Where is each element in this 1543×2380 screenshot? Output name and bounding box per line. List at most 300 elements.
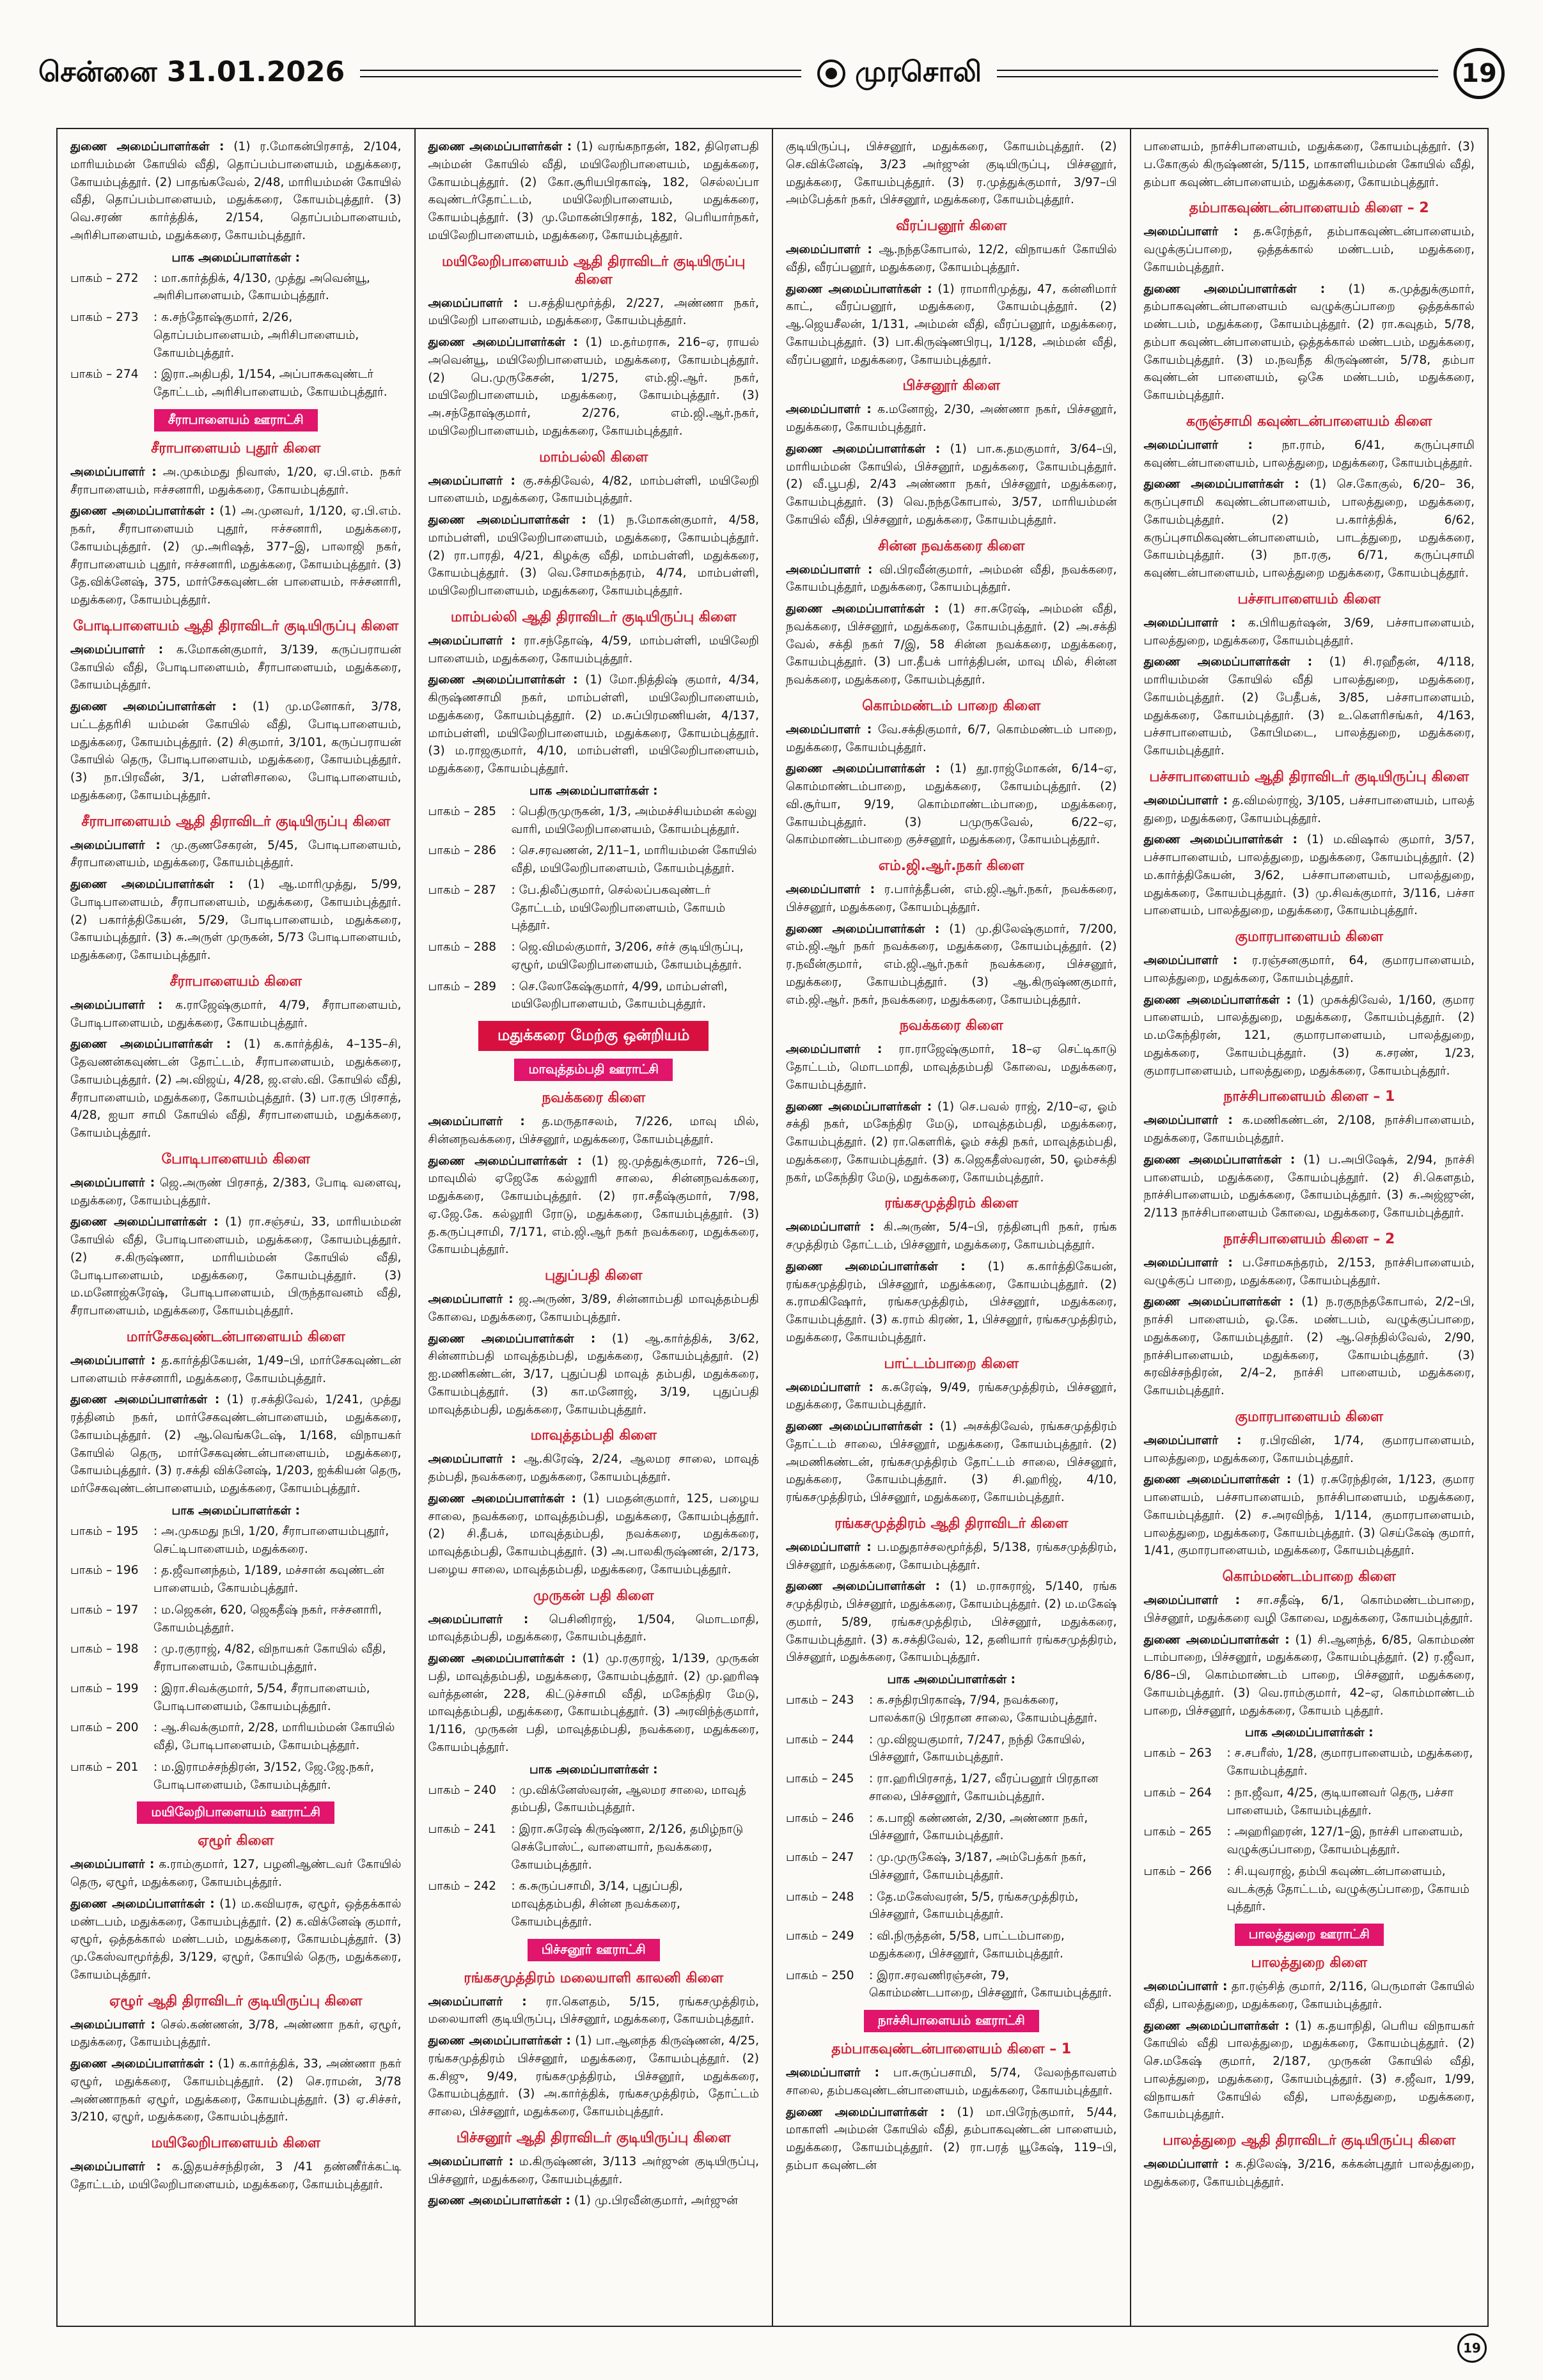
member-paragraph	[428, 295, 760, 331]
member-paragraph	[70, 1391, 402, 1498]
member-details: ஆ.கிரேஷ், 2/24, ஆலமர சாலை, மாவுத் தம்பதி, நவக்கரை, மதுக்கரை, கோயம்புத்தூர்.	[428, 1452, 759, 1484]
member-details: (1) அசக்திவேல், ரங்கசமுத்திரம் தோட்டம் சாலை, பிச்சனூர், மதுக்கரை, கோயம்புத்தூர். (2) அமணிகண்டன், ரங்கசமுத்திரம் தோட்டம் சாலை, பிச்சனூர், மதுக்கரை, கோயம்புத்தூர். (3) சி.ஹரிஜ், 4/10, ரங்கசமுத்திரம், பிச்சனூர், மதுக்கரை, கோயம்புத்தூர்.	[786, 1420, 1117, 1504]
branch-heading: மாம்பல்லி கிளை	[539, 449, 648, 465]
member-details: (1) ர.சுரேந்திரன், 1/123, குமார பாளையம், பச்சாபாளையம், நாச்சிபாளையம், மதுக்கரை, கோயம்புத்தூர். (2) ச.அரவிந்த், 1/114, குமாரபாளையம், பாலத்துறை, மதுக்கரை, கோயம்புத்தூர். (3) செய்கேஷ் குமார், 1/41, குமாரபாளையம், மதுக்கரை, கோயம்புத்தூர்.	[1143, 1473, 1475, 1558]
booth-detail: : க.சந்திரபிரகாஷ், 7/94, நவக்கரை, பாலக்காடு பிரதான சாலை, கோயம்புத்தூர்.	[869, 1693, 1098, 1725]
branch-heading: தம்பாகவுண்டன்பாளையம் கிளை – 1	[831, 2041, 1072, 2057]
role-label: துணை அமைப்பாளர்கள் :	[786, 762, 941, 776]
member-details: க.இதயச்சந்திரன், 3 /41 தண்ணீர்க்கட்டி தோட்டம், மயிலேறிபாளையம், மதுக்கரை, கோயம்புத்தூர்.	[70, 2160, 402, 2191]
booth-row	[70, 1523, 402, 1559]
section-banner	[70, 1801, 402, 1824]
booth-row	[70, 1719, 402, 1755]
branch-heading: ரங்கசமுத்திரம் கிளை	[884, 1195, 1019, 1212]
member-details: க.சுரேஷ், 9/49, ரங்கசமுத்திரம், பிச்சனூர், மதுக்கரை, கோயம்புத்தூர்.	[786, 1380, 1117, 1412]
member-paragraph	[786, 721, 1117, 757]
member-details: ர.பிரவின், 1/74, குமாரபாளையம், பாலத்துறை, மதுக்கரை, கோயம்புத்தூர்.	[1143, 1433, 1475, 1465]
section-banner-label: பிச்சனூர் ஊராட்சி	[528, 1939, 660, 1961]
section-banner	[1144, 1924, 1475, 1946]
branch-heading: புதுப்பதி கிளை	[544, 1268, 643, 1284]
role-label: துணை அமைப்பாளர்கள் :	[70, 1215, 219, 1229]
member-details: (1) க.கார்த்திகேயன், ரங்கசமுத்திரம், பிச்சனூர், மதுக்கரை, கோயம்புத்தூர். (2) க.ராமகிஷோர், ரங்கசமுத்திரம், பிச்சனூர், மதுக்கரை, கோயம்புத்தூர். (3) க.ராம் கிரண், 1, பிச்சனூர், ரங்கசமுத்திரம், மதுக்கரை, கோயம்புத்தூர்.	[786, 1259, 1117, 1344]
member-details: (1) ம.கவியரசு, ஏழூர், ஒத்தக்கால் மண்டபம், மதுக்கரை, கோயம்புத்தூர். (2) க.விக்னேஷ் குமார், ஏழூர், ஒத்தக்கால் மண்டபம், மதுக்கரை, கோயம்புத்தூர். (3) மு.கேஸ்வாமூர்த்தி, 3/129, ஏழூர், கோயில் தெரு, மதுக்கரை, கோயம்புத்தூர்.	[70, 1897, 402, 1982]
role-label: துணை அமைப்பாளர்கள் :	[70, 1393, 220, 1407]
member-details: வே.சக்திகுமார், 6/7, கொம்மண்டம் பாறை, மதுக்கரை, கோயம்புத்தூர்.	[786, 722, 1117, 754]
booth-detail: : பெதிருமுருகன், 1/3, அம்மச்சியம்மன் கல்லு வாரி, மயிலேறிபாளையம், கோயம்புத்தூர்.	[511, 804, 757, 836]
role-label: அமைப்பாளர் :	[70, 642, 164, 657]
role-label: துணை அமைப்பாளர்கள் :	[786, 1420, 934, 1433]
member-details: (1) ம.ராசுராஜ், 5/140, ரங்க சமுத்திரம், பிச்சனூர், மதுக்கரை, கோயம்புத்தூர். (2) ம.மகேஷ் குமார், 5/89, ரங்கசமுத்திரம், பிச்சனூர், மதுக்கரை, கோயம்புத்தூர். (3) க.சக்திவேல், 12, தனியார் ரங்கசமுத்திரம், பிச்சனூர், மதுக்கரை, கோயம்புத்தூர்.	[786, 1580, 1117, 1665]
branch-heading: பச்சாபாளையம் கிளை	[1237, 591, 1381, 607]
subheading: பாக அமைப்பாளர்கள் :	[171, 1504, 301, 1518]
member-paragraph	[70, 1856, 402, 1892]
branch-heading: ரங்கசமுத்திரம் ஆதி திராவிடர் கிளை	[834, 1515, 1069, 1532]
booth-number: பாகம் – 285	[428, 804, 496, 818]
role-label: அமைப்பாளர் :	[1143, 954, 1238, 967]
member-paragraph	[1144, 1151, 1475, 1222]
member-details: (1) ந.மோகன்குமார், 4/58, மாம்பள்ளி, மயிலேறிபாளையம், மதுக்கரை, கோயம்புத்தூர். (2) ரா.பாரதி, 4/21, கிழக்கு வீதி, மாம்பள்ளி, மதுக்கரை, கோயம்புத்தூர். (3) வெ.சோமசுந்தரம், 4/74, மாம்பள்ளி, மயிலேறிபாளையம், மதுக்கரை, கோயம்புத்தூர்.	[428, 513, 759, 598]
member-paragraph	[786, 1098, 1117, 1187]
branch-heading: சீராபாளையம் ஆதி திராவிடர் குடியிருப்பு கிளை	[81, 813, 391, 830]
role-label: துணை அமைப்பாளர்கள் :	[428, 1332, 596, 1346]
member-details: க.மோகன்குமார், 3/139, கருப்பராயன் கோயில் வீதி, போடிபாளையம், சீராபாளையம், மதுக்கரை, கோயம்புத்தூர்.	[70, 642, 402, 692]
booth-row	[70, 366, 402, 401]
booth-detail: : க.சுருப்பசாமி, 3/14, புதுப்பதி, மாவுத்தம்பதி, சின்ன நவக்கரை, கோயம்புத்தூர்.	[511, 1879, 683, 1929]
role-label: அமைப்பாளர் :	[1143, 1594, 1241, 1607]
subheading: பாக அமைப்பாளர்கள் :	[887, 1673, 1016, 1686]
member-paragraph	[1144, 476, 1475, 582]
booth-detail: : ஆ.சிவக்குமார், 2/28, மாரியம்மன் கோயில் வீதி, போடிபாளையம், கோயம்புத்தூர்.	[153, 1721, 395, 1752]
subheading: பாக அமைப்பாளர்கள் :	[171, 251, 301, 265]
member-details: சா.சதீஷ், 6/1, கொம்மண்டம்பாறை, பிச்சனூர், மதுக்கரை வழி கோவை, மதுக்கரை, கோயம்புத்தூர்.	[1143, 1594, 1475, 1625]
role-label: துணை அமைப்பாளர்கள் :	[1143, 1633, 1290, 1647]
role-label: அமைப்பாளர் :	[428, 1452, 516, 1466]
member-details: (1) செ.கோகுல், 6/20– 36, கருப்புசாமி கவுண்டன்பாளையம், பாலத்துறை, மதுக்கரை, கோயம்புத்தூர். (2) ப.கார்த்திக், 6/62, கருப்புசாமிகவுண்டன்பாளையம், பாடத்துறை, மதுக்கரை, கோயம்புத்தூர். (3) நா.ரகு, 6/71, கருப்புசாமி கவுண்டன்பாளையம், பாலத்துறை மதுக்கரை, கோயம்புத்தூர்.	[1143, 478, 1475, 580]
booth-row	[428, 1878, 760, 1931]
booth-row	[70, 1680, 402, 1716]
member-details: (1) பமதன்குமார், 125, பழைய சாலை, நவக்கரை, மாவுத்தம்பதி, மதுக்கரை, கோயம்புத்தூர். (2) சி.தீபக், மாவுத்தம்பதி, நவக்கரை, மதுக்கரை, மாவுத்தம்பதி, கோயம்புத்தூர். (3) அ.பாலகிருஷ்ணன், 2/173, பழைய சாலை, மாவுத்தம்பதி, மதுக்கரை, கோயம்புத்தூர்.	[428, 1491, 759, 1576]
booth-number: பாகம் – 198	[70, 1642, 139, 1656]
role-label: அமைப்பாளர் :	[786, 1220, 875, 1234]
booth-row	[428, 938, 760, 974]
branch-heading: மாம்பல்லி ஆதி திராவிடர் குடியிருப்பு கிளை	[450, 609, 737, 625]
column-3	[773, 129, 1131, 2326]
role-label: அமைப்பாளர் :	[1143, 1433, 1242, 1447]
branch-heading: கொம்மண்டம் பாறை கிளை	[862, 697, 1041, 714]
booth-number: பாகம் – 240	[428, 1783, 496, 1797]
member-details: ப.சத்தியமூர்த்தி, 2/227, அண்ணா நகர், மயிலேறி பாளையம், மதுக்கரை, கோயம்புத்தூர்.	[428, 296, 759, 328]
member-details: (1) ம.தர்மராசு, 216–ஏ, ராயல் அவென்யூ, மயிலேறிபாளையம், மதுக்கரை, கோயம்புத்தூர். (2) பெ.முருகேசன், 1/275, எம்.ஜி.ஆர். நகர், மயிலேறிபாளையம், மதுக்கரை, கோயம்புத்தூர். (3) அ.சந்தோஷ்குமார், 2/276, எம்.ஜி.ஆர்.நகர், மயிலேறிபாளையம், மதுக்கரை, கோயம்புத்தூர்.	[428, 336, 759, 438]
booth-detail: : செ.சரவணன், 2/11–1, மாரியம்மன் கோயில் வீதி, மயிலேறிபாளையம், கோயம்புத்தூர்.	[511, 844, 757, 875]
member-details: (1) மு.ரகுராஜ், 1/139, முருகன் பதி, மாவுத்தம்பதி, மதுக்கரை, கோயம்புத்தூர். (2) மு.ஹரிஷ வர்த்தனன், 228, கிட்டுச்சாமி வீதி, மகேந்திர மேடு, மாவுத்தம்பதி, மதுக்கரை, கோயம்புத்தூர். (3) அரவிந்த்குமார், 1/116, முருகன் பதி, மாவுத்தம்பதி, நவக்கரை, மதுக்கரை, கோயம்புத்தூர்.	[428, 1652, 759, 1754]
role-label: துணை அமைப்பாளர்கள் :	[70, 1897, 215, 1911]
role-label: அமைப்பாளர் :	[786, 403, 872, 417]
member-paragraph	[70, 502, 402, 609]
booth-number: பாகம் – 242	[428, 1879, 496, 1894]
booth-number: பாகம் – 241	[428, 1823, 496, 1836]
member-details: (1) ஆ.கார்த்திக், 3/62, சின்னாம்பதி மாவுத்தம்பதி, மதுக்கரை, கோயம்புத்தூர். (2) ஐ.மணிகண்டன், 3/17, புதுப்பதி மாவுத் தம்பதி, மதுக்கரை, கோயம்புத்தூர். (3) கா.மனோஜ், 3/19, புதுப்பதி மாவுத்தம்பதி, மதுக்கரை, கோயம்புத்தூர்.	[428, 1332, 759, 1417]
branch-heading: ஏழூர் கிளை	[198, 1833, 274, 1849]
member-paragraph	[428, 334, 760, 440]
branch-heading: ரங்கசமுத்திரம் மலையாளி காலனி கிளை	[464, 1970, 724, 1986]
booth-row	[786, 1770, 1117, 1806]
member-paragraph	[786, 138, 1117, 209]
member-paragraph	[428, 1291, 760, 1326]
member-paragraph	[786, 921, 1117, 1009]
section-banner-label: நாச்சிபாளையம் ஊராட்சி	[864, 2010, 1039, 2032]
role-label: அமைப்பாளர் :	[786, 2066, 880, 2080]
member-paragraph	[1144, 138, 1475, 191]
role-label: துணை அமைப்பாளர்கள் :	[428, 1154, 583, 1168]
booth-number: பாகம் – 201	[70, 1760, 139, 1774]
booth-detail: : ஜெ.விமல்குமார், 3/206, சர்ச் குடியிருப்பு, ஏழூர், மயிலேறிபாளையம், கோயம்புத்தூர்.	[511, 940, 744, 972]
member-paragraph	[1144, 992, 1475, 1080]
member-details: (1) செ.பவல் ராஜ், 2/10–ஏ, ஓம் சக்தி நகர், மகேந்திர மேடு, மாவுத்தம்பதி, மதுக்கரை, கோயம்புத்தூர். (2) ரா.கௌரிக், ஓம் சக்தி நகர், மாவுத்தம்பதி, மதுக்கரை, கோயம்புத்தூர். (3) க.ஜெகதீஸ்வரன், 50, ஓம்சக்தி நகர், மகேந்திர மேடு, மதுக்கரை, கோயம்புத்தூர்.	[786, 1100, 1117, 1185]
masthead-rule	[997, 70, 1438, 77]
member-details: (1) வரங்கநாதன், 182, திரௌபதி அம்மன் கோயில் வீதி, மயிலேறிபாளையம், மதுக்கரை, கோயம்புத்தூர். (2) கோ.சூரியபிரகாஷ், 182, செல்லப்பா கவுண்டர்தோட்டம், மயிலேறிபாளையம், மதுக்கரை, கோயம்புத்தூர். (3) மு.மோகன்பிரசாத், 182, பெரியார்நகர், மயிலேறிபாளையம், மதுக்கரை, கோயம்புத்தூர்.	[428, 140, 759, 242]
branch-heading: முருகன் பதி கிளை	[533, 1587, 654, 1604]
role-label: துணை அமைப்பாளர்கள் :	[786, 1259, 966, 1273]
role-label: அமைப்பாளர் :	[1143, 438, 1253, 452]
booth-detail: : பே.திலீப்குமார், செல்லப்பகவுண்டர் தோட்டம், மயிலேறிபாளையம், கோயம் புத்தூர்.	[511, 883, 726, 933]
branch-heading: குமாரபாளையம் கிளை	[1235, 929, 1383, 945]
member-details: வி.பிரவீன்குமார், அம்மன் வீதி, நவக்கரை, கோயம்புத்தூர், மதுக்கரை, கோயம்புத்தூர்.	[786, 563, 1117, 595]
member-details: ஜ.அருண், 3/89, சின்னாம்பதி மாவுத்தம்பதி கோவை, மதுக்கரை, கோயம்புத்தூர்.	[428, 1293, 759, 1324]
member-paragraph	[1144, 831, 1475, 920]
booth-number: பாகம் – 265	[1143, 1825, 1212, 1839]
member-paragraph	[786, 561, 1117, 597]
booth-detail: : இரா.சுரேஷ் கிருஷ்ணா, 2/126, தமிழ்நாடு செக்போஸ்ட், வாளையார், நவக்கரை, கோயம்புத்தூர்.	[511, 1823, 744, 1872]
booth-row	[428, 978, 760, 1014]
member-details: (1) மு.பிரவீன்குமார், அர்ஜுன்	[574, 2194, 738, 2208]
member-paragraph	[428, 2153, 760, 2189]
member-paragraph	[786, 1578, 1117, 1667]
member-paragraph	[786, 760, 1117, 849]
member-paragraph	[1144, 2018, 1475, 2124]
booth-detail: : மு.முருகேஷ், 3/187, அம்பேத்கர் நகர், பிச்சனூர், கோயம்புத்தூர்.	[869, 1851, 1086, 1882]
booth-detail: : ரா.ஹரிபிரசாத், 1/27, வீரப்பனூர் பிரதான சாலை, பிச்சனூர், கோயம்புத்தூர்.	[869, 1772, 1099, 1803]
member-paragraph	[786, 2064, 1117, 2100]
role-label: அமைப்பாளர் :	[428, 1612, 529, 1626]
branch-heading: மயிலேறிபாளையம் ஆதி திராவிடர் குடியிருப்பு கிளை	[441, 253, 746, 288]
member-paragraph	[428, 472, 760, 508]
role-label: அமைப்பாளர் :	[428, 2154, 513, 2168]
member-paragraph	[1144, 1112, 1475, 1147]
role-label: அமைப்பாளர் :	[428, 1293, 513, 1306]
page-number-badge: 19	[1453, 48, 1505, 99]
booth-detail: : மு.ரகுராஜ், 4/82, விநாயகர் கோயில் வீதி, சீராபாளையம், கோயம்புத்தூர்.	[153, 1642, 386, 1674]
member-paragraph	[70, 1174, 402, 1210]
booth-detail: : இரா.சிவக்குமார், 5/54, சீராபாளையம், போடிபாளையம், கோயம்புத்தூர்.	[153, 1681, 370, 1713]
member-paragraph	[1144, 2156, 1475, 2191]
booth-number: பாகம் – 266	[1143, 1864, 1212, 1878]
member-paragraph	[1144, 437, 1475, 472]
booth-row	[70, 1759, 402, 1794]
booth-number: பாகம் – 263	[1143, 1746, 1212, 1761]
booth-detail: : தே.மகேஸ்வரன், 5/5, ரங்கசமுத்திரம், பிச்சனூர், கோயம்புத்தூர்.	[869, 1890, 1079, 1922]
booth-row	[428, 842, 760, 878]
role-label: அமைப்பாளர் :	[786, 243, 872, 256]
member-paragraph	[70, 997, 402, 1032]
role-label: அமைப்பாளர் :	[70, 1176, 155, 1190]
role-label: துணை அமைப்பாளர்கள் :	[1143, 1473, 1292, 1487]
booth-detail: : இரா.சரவணிரஞ்சன், 79, கொம்மண்டபாறை, பிச்சனூர், கோயம்புத்தூர்.	[869, 1968, 1112, 2000]
role-label: அமைப்பாளர் :	[70, 998, 163, 1012]
role-label: அமைப்பாளர் :	[70, 1858, 155, 1872]
role-label: துணை அமைப்பாளர்கள் :	[428, 513, 586, 527]
member-details: ஜெ.அருண் பிரசாத், 2/383, போடி வளைவு, மதுக்கரை, கோயம்புத்தூர்.	[70, 1176, 402, 1208]
booth-detail: : ச.சபரீஸ், 1/28, குமாரபாளையம், மதுக்கரை, கோயம்புத்தூர்.	[1226, 1746, 1473, 1778]
role-label: துணை அமைப்பாளர்கள் :	[1143, 282, 1326, 296]
member-paragraph	[428, 632, 760, 668]
branch-heading: பாலத்துறை கிளை	[1251, 1955, 1368, 1971]
member-details: (1) ரா.சஞ்சய், 33, மாரியம்மன் கோயில் வீதி, போடிபாளையம், மதுக்கரை, கோயம்புத்தூர். (2) ச.கிருஷ்ணா, மாரியம்மன் கோயில் வீதி, போடிபாளையம், மதுக்கரை, கோயம்புத்தூர். (3) ம.மனோஜ்சுரேஷ், போடிபாளையம், பிருந்தாவனம் வீதி, சீராபாளையம், மதுக்கரை, கோயம்புத்தூர்.	[70, 1215, 402, 1318]
member-details: ரா.கௌதம், 5/15, ரங்கசமுத்திரம், மலையாளி குடியிருப்பு, பிச்சனூர், மதுக்கரை, கோயம்புத்தூர்.	[428, 1995, 760, 2026]
role-label: துணை அமைப்பாளர்கள் :	[786, 2105, 945, 2119]
booth-row	[70, 1640, 402, 1676]
edition-date: சென்னை 31.01.2026	[38, 55, 345, 88]
booth-detail: : அஹரிஹரன், 127/1–இ, நாச்சி பாளையம், வழுக்குப்பாறை, கோயம்புத்தூர்.	[1226, 1825, 1463, 1856]
column-2	[416, 129, 774, 2326]
member-details: க.ராம்குமார், 127, பழனிஆண்டவர் கோயில் தெரு, ஏழூர், மதுக்கரை, கோயம்புத்தூர்.	[70, 1858, 402, 1889]
role-label: துணை அமைப்பாளர்கள் :	[70, 140, 224, 153]
member-paragraph	[428, 2192, 760, 2210]
role-label: துணை அமைப்பாளர்கள் :	[70, 2057, 214, 2071]
member-paragraph	[428, 2032, 760, 2121]
masthead	[38, 48, 1505, 99]
branch-heading: மாவுத்தம்பதி கிளை	[530, 1427, 657, 1444]
booth-row	[786, 1967, 1117, 2003]
member-details: த.விமல்ராஜ், 3/105, பச்சாபாளையம், பாலத் துறை, மதுக்கரை, கோயம்புத்தூர்.	[1143, 793, 1475, 825]
member-paragraph	[786, 241, 1117, 277]
booth-row	[428, 882, 760, 935]
member-details: (1) க.முத்துக்குமார், தம்பாகவுண்டன்பாளையம் வழுக்குப்பாறை ஒத்தக்கால் மண்டபம், மதுக்கரை, கோயம்புத்தூர். (2) ரா.கவுதம், 5/78, தம்பா கவுண்டன்பாளையம், ஒத்தக்கால் மண்டபம், மதுக்கரை, கோயம்புத்தூர். (3) ம.நவநீத கிருஷ்ணன், 5/78, தம்பா கவுண்டன் பாளையம், ஒகே மண்டபம், மதுக்கரை, கோயம்புத்தூர்.	[1143, 282, 1475, 402]
member-details: த.கார்த்திகேயன், 1/49–பி, மார்சேகவுண்டன் பாளையம் ஈச்சனாரி, மதுக்கரை, கோயம்புத்தூர்.	[70, 1353, 402, 1385]
role-label: துணை அமைப்பாளர்கள் :	[1143, 1153, 1296, 1167]
role-label: துணை அமைப்பாளர்கள் :	[428, 336, 578, 349]
member-paragraph	[786, 1379, 1117, 1415]
role-label: துணை அமைப்பாளர்கள் :	[786, 602, 939, 616]
booth-detail: : மு.விஜயகுமார், 7/247, நந்தி கோயில், பிச்சனூர், கோயம்புத்தூர்.	[869, 1732, 1085, 1764]
booth-number: பாகம் – 288	[428, 940, 496, 954]
booth-row	[70, 309, 402, 362]
member-paragraph	[70, 463, 402, 499]
member-details: (1) ஜ.முத்துக்குமார், 726–பி, மாவுமில் ஏஜேகே கல்லூரி சாலை, சின்னநவக்கரை, மதுக்கரை, கோயம்புத்தூர். (2) ரா.சதீஷ்குமார், 7/98, ஏ.ஜே.கே. கல்லூரி ரோடு, மதுக்கரை, கோயம்புத்தூர். (3) த.கருப்புசாமி, 7/171, எம்.ஜி.ஆர் நகர் நவக்கரை, மதுக்கரை, கோயம்புத்தூர்.	[428, 1154, 759, 1257]
member-details: (1) தூ.ராஜ்மோகன், 6/14–ஏ, கொம்மாண்டம்பாறை, மதுக்கரை, கோயம்புத்தூர். (2) வி.சூர்யா, 9/19, கொம்மாண்டம்பாறை, மதுக்கரை, கோயம்புத்தூர். (3) பமுருகவேல், 6/22–ஏ, கொம்மாண்டம்பாறை குச்சனூர், மதுக்கரை, கோயம்புத்தூர்.	[786, 762, 1117, 847]
member-details: (1) பா.ஆனந்த கிருஷ்ணன், 4/25, ரங்கசமுத்திரம் பிச்சனூர், மதுக்கரை, கோயம்புத்தூர். (2) க.சிஜு, 9/49, ரங்கசமுத்திரம், பிச்சனூர், மதுக்கரை, கோயம்புத்தூர். (3) அ.கார்த்திக், ரங்கசமுத்திரம், தோட்டம் சாலை, பிச்சனூர், மதுக்கரை, கோயம்புத்தூர்.	[428, 2034, 759, 2119]
booth-number: பாகம் – 199	[70, 1681, 139, 1695]
booth-row	[70, 1562, 402, 1598]
role-label: அமைப்பாளர் :	[428, 1995, 527, 2009]
role-label: துணை அமைப்பாளர்கள் :	[786, 282, 932, 296]
member-details: (1) ந.ரகுநந்தகோபால், 2/2–பி, நாச்சி பாளையம், ஓ.கே. மண்டபம், வழுக்குப்பாறை, மதுக்கரை, கோயம்புத்தூர். (2) ஆ.செந்தில்வேல், 2/90, நாச்சிபாளையம், மதுக்கரை, கோயம்புத்தூர். (3) சுரவிச்சந்திரன், 2/4–2, நாச்சி பாளையம், மதுக்கரை, கோயம்புத்தூர்.	[1143, 1295, 1475, 1397]
role-label: அமைப்பாளர் :	[1143, 2158, 1230, 2171]
member-details: பாளையம், நாச்சிபாளையம், மதுக்கரை, கோயம்புத்தூர். (3) ப.கோகுல் கிருஷ்ணன், 5/115, மாகாளியம்மன் கோயில் வீதி, தம்பா கவுண்டன்பாளையம், மதுக்கரை, கோயம்புத்தூர்.	[1143, 140, 1475, 189]
member-details: ம.கிருஷ்ணன், 3/113 அர்ஜுன் குடியிருப்பு, பிச்சனூர், மதுக்கரை, கோயம்புத்தூர்.	[428, 2154, 759, 2186]
subheading: பாக அமைப்பாளர்கள் :	[529, 1762, 658, 1777]
role-label: அமைப்பாளர் :	[1143, 1114, 1233, 1128]
booth-detail: : அ.முகமது நபி, 1/20, சீராபாளையம்புதூர், செட்டிபாளையம், மதுக்கரை.	[153, 1524, 389, 1556]
branch-heading: எம்.ஜி.ஆர்.நகர் கிளை	[878, 858, 1024, 874]
member-paragraph	[1144, 1432, 1475, 1468]
branch-heading: பச்சாபாளையம் ஆதி திராவிடர் குடியிருப்பு கிளை	[1149, 768, 1469, 785]
role-label: அமைப்பாளர் :	[1143, 1256, 1233, 1270]
role-label: துணை அமைப்பாளர்கள் :	[428, 673, 578, 687]
branch-heading: பாட்டம்பாறை கிளை	[884, 1355, 1019, 1372]
section-banner-label: மதுக்கரை மேற்கு ஒன்றியம்	[478, 1021, 709, 1051]
booth-row	[786, 1731, 1117, 1767]
member-paragraph	[428, 1330, 760, 1419]
role-label: துணை அமைப்பாளர்கள் :	[428, 1652, 576, 1665]
member-details: க.பிரியதர்ஷன், 3/69, பச்சாபாளையம், பாலத்துறை, மதுக்கரை, கோயம்புத்தூர்.	[1143, 616, 1475, 648]
role-label: துணை அமைப்பாளர்கள் :	[428, 140, 572, 153]
member-paragraph	[428, 1451, 760, 1486]
booth-row	[1144, 1745, 1475, 1780]
branch-heading: ஏழூர் ஆதி திராவிடர் குடியிருப்பு கிளை	[109, 1993, 363, 2009]
member-details: (1) க.கார்த்திக், 33, அண்ணா நகர் ஏழூர், மதுக்கரை, கோயம்புத்தூர். (2) செ.ராமன், 3/78 அண்ணாநகர் ஏழூர், மதுக்கரை, கோயம்புத்தூர். (3) ஏ.சிச்சர், 3/210, ஏழூர், மதுக்கரை, கோயம்புத்தூர்.	[70, 2057, 402, 2124]
member-details: தா.ரஞ்சித் குமார், 2/116, பெருமாள் கோயில் வீதி, பாலத்துறை, மதுக்கரை, கோயம்புத்தூர்.	[1143, 1980, 1475, 2011]
member-details: (1) சி.ரஹீதன், 4/118, மாரியம்மன் கோயில் வீதி பாலத்துறை, மதுக்கரை, கோயம்புத்தூர். (2) பேதீபக், 3/85, பச்சாபாளையம், மதுக்கரை, கோயம்புத்தூர். (3) உ.கௌரிசங்கர், 4/163, பச்சாபாளையம், கோபிமடை, பாலத்துறை, மதுக்கரை, கோயம்புத்தூர்.	[1143, 655, 1475, 758]
role-label: துணை அமைப்பாளர்கள் :	[70, 700, 237, 713]
member-paragraph	[786, 1041, 1117, 1094]
booth-detail: : ம.ஜெகன், 620, ஜெகதீஷ் நகர், ஈச்சனாரி, கோயம்புத்தூர்.	[153, 1603, 382, 1635]
column-4	[1131, 129, 1488, 2326]
member-paragraph	[786, 2104, 1117, 2175]
section-banner	[70, 409, 402, 432]
branch-heading: சீராபாளையம் கிளை	[169, 973, 302, 990]
branch-heading: வீரப்பனூர் கிளை	[896, 218, 1007, 234]
member-paragraph	[1144, 1978, 1475, 2014]
booth-row	[1144, 1823, 1475, 1859]
role-label: துணை அமைப்பாளர்கள் :	[786, 1580, 941, 1594]
member-paragraph	[428, 1490, 760, 1579]
booth-detail: : க.பாஜி கண்ணன், 2/30, அண்ணா நகர், பிச்சனூர், கோயம்புத்தூர்.	[869, 1811, 1088, 1843]
member-details: கி.அருண், 5/4–பி, ரத்தினபுரி நகர், ரங்க சமுத்திரம் தோட்டம், பிச்சனூர், மதுக்கரை, கோயம்புத்தூர்.	[786, 1220, 1117, 1252]
member-paragraph	[786, 1418, 1117, 1507]
member-paragraph	[428, 1153, 760, 1259]
member-details: க.திலேஷ், 3/216, கக்கன்புதூர் பாலத்துறை, மதுக்கரை, கோயம்புத்தூர்.	[1143, 2158, 1475, 2189]
booth-number: பாகம் – 197	[70, 1603, 139, 1617]
member-paragraph	[70, 2016, 402, 2052]
booth-number: பாகம் – 245	[786, 1772, 854, 1785]
role-label: அமைப்பாளர் :	[1143, 793, 1228, 807]
booth-row	[786, 1849, 1117, 1885]
member-paragraph	[1144, 792, 1475, 828]
role-label: துணை அமைப்பாளர்கள் :	[70, 1038, 231, 1052]
branch-heading: பிச்சனூர் ஆதி திராவிடர் குடியிருப்பு கிளை	[456, 2129, 731, 2146]
booth-number: பாகம் – 272	[70, 271, 139, 285]
booth-detail: : மா.கார்த்திக், 4/130, முத்து அவென்யூ, அரிசிபாளையம், கோயம்புத்தூர்.	[153, 271, 370, 303]
booth-row	[428, 803, 760, 839]
member-details: (1) மு.திலேஷ்குமார், 7/200, எம்.ஜி.ஆர் நகர் நவக்கரை, மதுக்கரை, கோயம்புத்தூர். (2) ர.நவீன்குமார், எம்.ஜி.ஆர்.நகர் நவக்கரை, பிச்சனூர், மதுக்கரை, கோயம்புத்தூர். (3) ஆ.கிருஷ்ணகுமார், எம்.ஜி.ஆர். நகர், நவக்கரை, மதுக்கரை, கோயம்புத்தூர்.	[786, 922, 1117, 1007]
branch-heading: கொம்மண்டம்பாறை கிளை	[1222, 1569, 1396, 1585]
member-details: ரா.சந்தோஷ், 4/59, மாம்பள்ளி, மயிலேறி பாளையம், மதுக்கரை, கோயம்புத்தூர்.	[428, 634, 759, 665]
member-details: (1) சா.சுரேஷ், அம்மன் வீதி, நவக்கரை, பிச்சனூர், மதுக்கரை, கோயம்புத்தூர். (2) அ.சக்தி வேல், சக்தி நகர் 7/இ, 58 சின்ன நவக்கரை, மதுக்கரை, கோயம்புத்தூர். (3) பா.தீபக் பார்த்திபன், மாவு மில், சின்ன நவக்கரை, மதுக்கரை, கோயம்புத்தூர்.	[786, 602, 1117, 687]
member-details: (1) முசுக்திவேல், 1/160, குமார பாளையம், பாலத்துறை, மதுக்கரை, கோயம்புத்தூர். (2) ம.மகேந்திரன், 121, குமாரபாளையம், பாலத்துறை, மதுக்கரை, கோயம்புத்தூர். (3) க.சரண், 1/23, குமாரபாளையம், பாலத்துறை, மதுக்கரை, கோயம்புத்தூர்.	[1143, 993, 1475, 1078]
section-banner-label: சீராபாளையம் ஊராட்சி	[154, 409, 318, 432]
role-label: அமைப்பாளர் :	[428, 296, 519, 310]
member-paragraph	[1144, 1471, 1475, 1560]
masthead-rule	[360, 70, 801, 77]
section-banner	[428, 1939, 760, 1961]
member-paragraph	[1144, 281, 1475, 405]
booth-row	[428, 1782, 760, 1817]
member-paragraph	[1144, 223, 1475, 276]
booth-number: பாகம் – 289	[428, 979, 496, 993]
member-details: (1) க.கார்த்திக், 4–135–சி, தேவணன்கவுண்டன் தோட்டம், சீராபாளையம், மதுக்கரை, கோயம்புத்தூர். (2) அ.விஜய், 4/28, ஜ.எஸ்.வி. கோயில் வீதி, சீராபாளையம், மதுக்கரை, கோயம்புத்தூர். (3) பா.ரகு பிரசாத், 4/28, ஐயா சாமி கோயில் வீதி, சீராபாளையம், மதுக்கரை, கோயம்புத்தூர்.	[70, 1038, 402, 1140]
member-paragraph	[70, 2055, 402, 2126]
role-label: துணை அமைப்பாளர்கள் :	[786, 442, 941, 456]
member-paragraph	[1144, 1631, 1475, 1720]
member-paragraph	[70, 641, 402, 694]
member-paragraph	[1144, 1293, 1475, 1400]
role-label: துணை அமைப்பாளர்கள் :	[1143, 993, 1291, 1007]
role-label: துணை அமைப்பாளர்கள் :	[1143, 478, 1299, 492]
booth-detail: : க.சந்தோஷ்குமார், 2/26, தொப்பம்பாளையம், அரிசிபாளையம், கோயம்புத்தூர்.	[153, 311, 359, 360]
role-label: துணை அமைப்பாளர்கள் :	[1143, 833, 1297, 847]
booth-row	[70, 1601, 402, 1637]
branch-heading: நவக்கரை கிளை	[899, 1018, 1003, 1034]
subheading: பாக அமைப்பாளர்கள் :	[529, 784, 658, 798]
booth-number: பாகம் – 249	[786, 1929, 854, 1943]
section-banner-label: மாவுத்தம்பதி ஊராட்சி	[514, 1059, 673, 1081]
subheading: பாக அமைப்பாளர்கள் :	[1244, 1726, 1374, 1740]
role-label: அமைப்பாளர் :	[786, 1380, 873, 1394]
member-details: (1) ப.அபிஷேக், 2/94, நாச்சி பாளையம், மதுக்கரை, கோயம்புத்தூர். (2) சி.கௌதம், நாச்சிபாளையம், மதுக்கரை, கோயம்புத்தூர். (3) சு.அஜ்ஜுன், 2/113 நாச்சிபாளையம் கோவை, மதுக்கரை, கோயம்புத்தூர்.	[1143, 1153, 1475, 1220]
branch-heading: குமாரபாளையம் கிளை	[1235, 1408, 1383, 1425]
member-details: அ.முகம்மது நிவாஸ், 1/20, ஏ.பி.எம். நகர் சீராபாளையம், ஈச்சனாரி, மதுக்கரை, கோயம்புத்தூர்.	[70, 465, 402, 497]
booth-number: பாகம் – 196	[70, 1564, 139, 1578]
member-paragraph	[786, 401, 1117, 437]
booth-number: பாகம் – 287	[428, 883, 496, 897]
member-paragraph	[428, 138, 760, 245]
role-label: அமைப்பாளர் :	[1143, 616, 1236, 630]
branch-heading: பிச்சனூர் கிளை	[902, 378, 1001, 394]
booth-row	[786, 1927, 1117, 1963]
booth-detail: : ம.இராமச்சந்திரன், 3/152, ஜே.ஜே.நகர், போடிபாளையம், கோயம்புத்தூர்.	[153, 1760, 374, 1792]
member-details: ஆ.நந்தகோபால், 12/2, விநாயகர் கோயில் வீதி, வீரப்பனூர், மதுக்கரை, கோயம்புத்தூர்.	[786, 243, 1117, 274]
member-details: ப.மதுதாச்சலமூர்த்தி, 5/138, ரங்கசமுத்திரம், பிச்சனூர், மதுக்கரை, கோயம்புத்தூர்.	[786, 1540, 1117, 1572]
branch-heading: மயிலேறிபாளையம் கிளை	[151, 2135, 321, 2151]
role-label: அமைப்பாளர் :	[428, 634, 516, 648]
booth-number: பாகம் – 200	[70, 1721, 139, 1735]
member-paragraph	[70, 1213, 402, 1320]
column-1	[58, 129, 416, 2326]
member-details: (1) ஆ.மாரிமுத்து, 5/99, போடிபாளையம், சீராபாளையம், மதுக்கரை, கோயம்புத்தூர். (2) பகார்த்திகேயன், 5/29, போடிபாளையம், மதுக்கரை, கோயம்புத்தூர். (3) சு.அருள் முருகன், 5/73 போடிபாளையம், மதுக்கரை, கோயம்புத்தூர்.	[70, 878, 402, 962]
role-label: அமைப்பாளர் :	[70, 838, 161, 852]
branch-heading: சின்ன நவக்கரை கிளை	[878, 538, 1025, 554]
section-banner	[428, 1021, 760, 1051]
role-label: அமைப்பாளர் :	[428, 1115, 525, 1128]
member-paragraph	[70, 1036, 402, 1142]
member-details: (1) மோ.நித்திஷ் குமார், 4/34, கிருஷ்ணசாமி நகர், மாம்பள்ளி, மயிலேறிபாளையம், மதுக்கரை, கோயம்புத்தூர். (2) ம.சுப்பிரமணியன், 4/137, மாம்பள்ளி, மயிலேறிபாளையம், மதுக்கரை, கோயம்புத்தூர். (3) ம.ராஜகுமார், 4/10, மாம்பள்ளி, மயிலேறிபாளையம், மதுக்கரை, கோயம்புத்தூர்.	[428, 673, 759, 775]
role-label: அமைப்பாளர் :	[1143, 225, 1239, 239]
role-label: அமைப்பாளர் :	[70, 2160, 161, 2174]
section-banner-label: பாலத்துறை ஊராட்சி	[1235, 1924, 1384, 1946]
branch-heading: நவக்கரை கிளை	[542, 1090, 646, 1106]
role-label: துணை அமைப்பாளர்கள் :	[786, 922, 940, 936]
role-label: துணை அமைப்பாளர்கள் :	[428, 1491, 576, 1505]
booth-detail: : மு.விக்னேஸ்வரன், ஆலமர சாலை, மாவுத் தம்பதி, கோயம்புத்தூர்.	[511, 1783, 746, 1815]
member-paragraph	[786, 600, 1117, 689]
member-paragraph	[70, 2158, 402, 2194]
booth-detail: : த.ஜீவானந்தம், 1/189, மச்சான் கவுண்டன் பாளையம், கோயம்புத்தூர்.	[153, 1564, 385, 1595]
newspaper-logo	[817, 56, 982, 92]
member-details: பா.சுருப்பசாமி, 5/74, வேலந்தாவளம் சாலை, தம்பகவுண்டன்பாளையம், மதுக்கரை, கோயம்புத்தூர்.	[786, 2066, 1117, 2097]
role-label: துணை அமைப்பாளர்கள் :	[428, 2194, 570, 2208]
member-paragraph	[1144, 1254, 1475, 1290]
branch-heading: நாச்சிபாளையம் கிளை – 2	[1223, 1231, 1395, 1247]
branch-heading: சீராபாளையம் புதூர் கிளை	[151, 440, 321, 456]
